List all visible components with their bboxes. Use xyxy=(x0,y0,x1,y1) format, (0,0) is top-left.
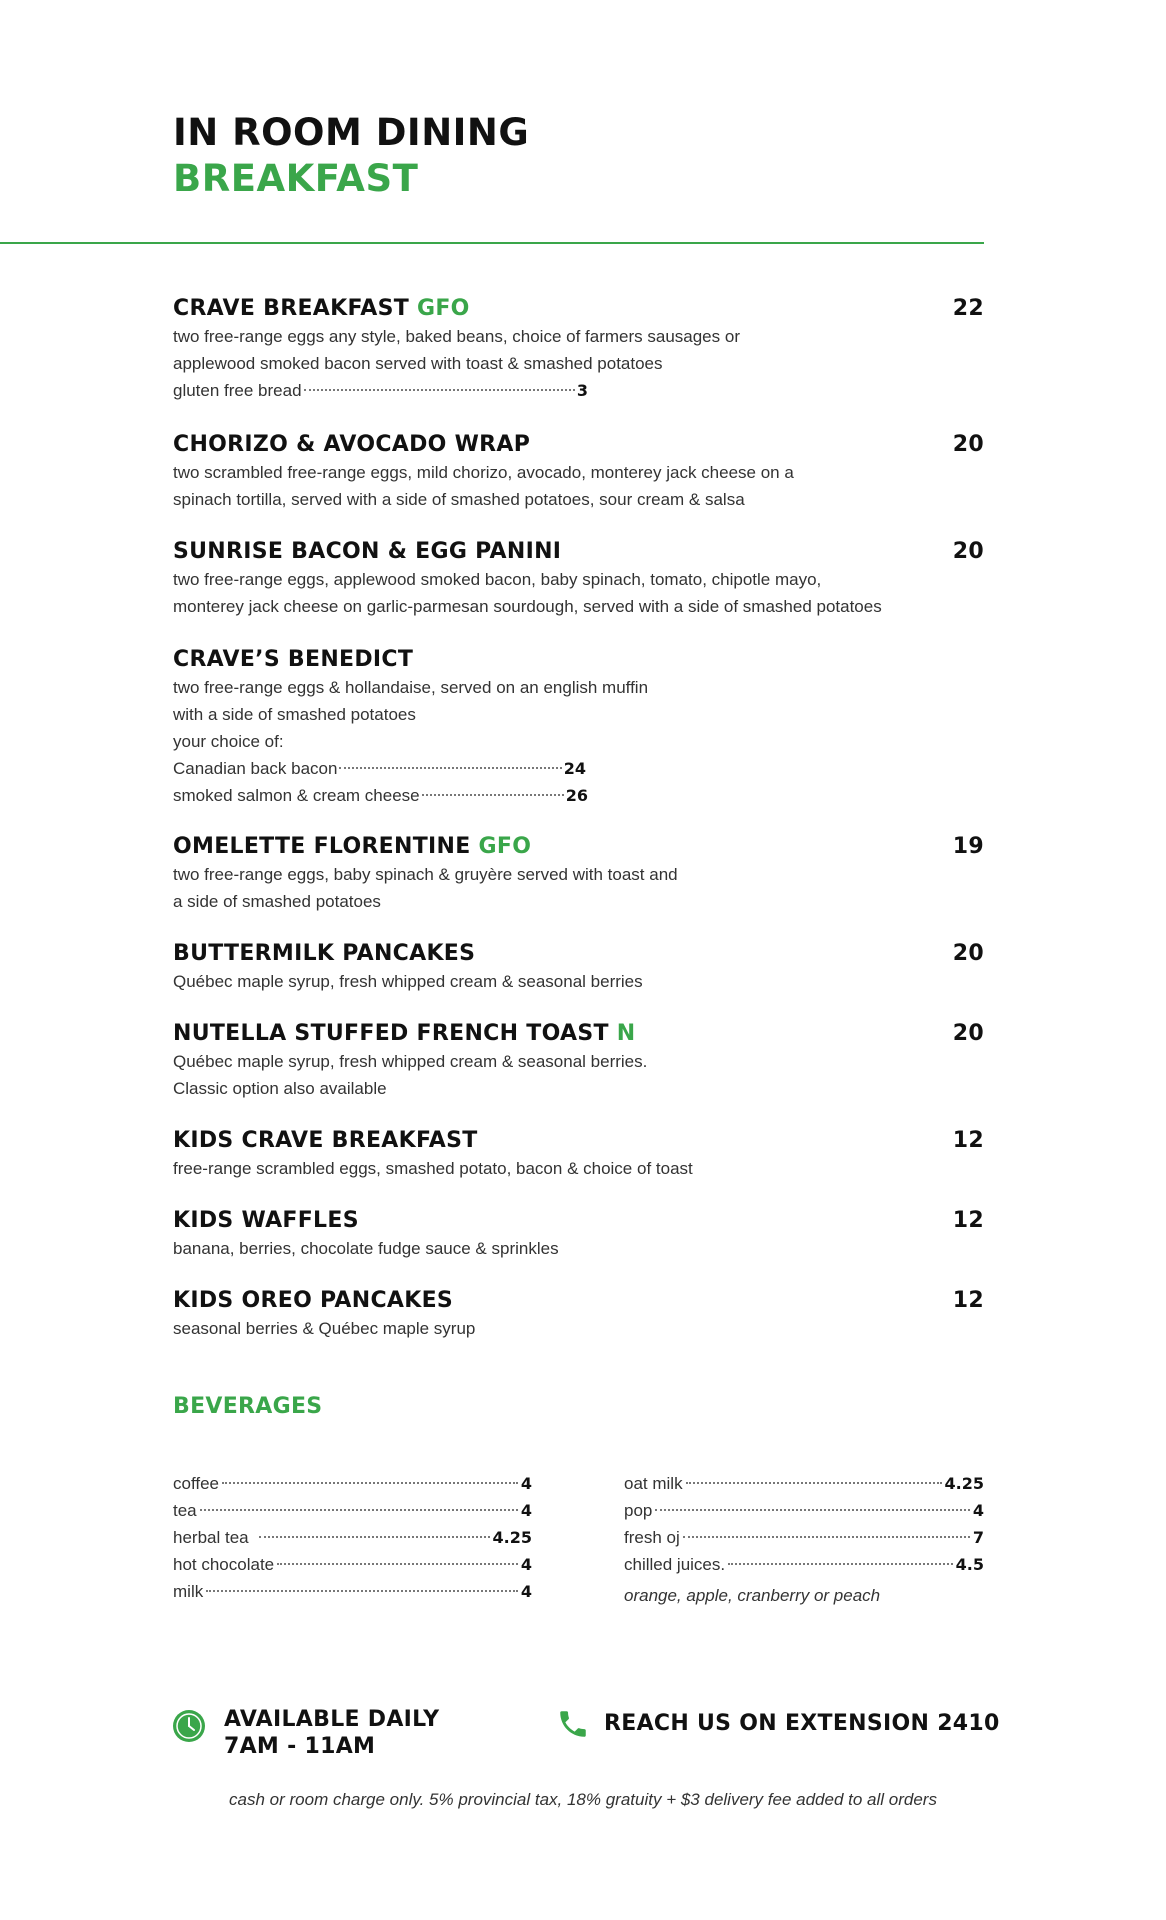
item-name: KIDS CRAVE BREAKFAST xyxy=(173,1128,478,1153)
item-description: your choice of: xyxy=(173,732,284,751)
menu-item xyxy=(173,1287,984,1342)
item-name: NUTELLA STUFFED FRENCH TOAST xyxy=(173,1021,609,1046)
addon-price: 24 xyxy=(563,759,586,778)
clock-icon xyxy=(173,1710,205,1742)
addon-price: 3 xyxy=(576,381,588,400)
item-price: 12 xyxy=(952,1128,984,1153)
addon-row xyxy=(173,755,586,782)
item-description: seasonal berries & Québec maple syrup xyxy=(173,1319,476,1338)
item-price: 20 xyxy=(952,432,984,457)
hours-line: AVAILABLE DAILY xyxy=(224,1707,440,1732)
item-name: CHORIZO & AVOCADO WRAP xyxy=(173,432,531,457)
beverage-label: hot chocolate xyxy=(173,1555,275,1574)
beverage-row xyxy=(173,1501,532,1528)
contact-extension: REACH US ON EXTENSION 2410 xyxy=(604,1711,1000,1736)
phone-icon xyxy=(556,1707,590,1741)
beverage-label: chilled juices. xyxy=(624,1555,726,1574)
beverage-row xyxy=(624,1501,984,1528)
item-description: a side of smashed potatoes xyxy=(173,892,381,911)
beverage-label: herbal tea xyxy=(173,1528,249,1547)
menu-item xyxy=(173,646,984,809)
addon-row xyxy=(173,377,588,404)
addon-row xyxy=(173,782,588,809)
beverages-right-column xyxy=(624,1474,984,1609)
beverage-label: oat milk xyxy=(624,1474,683,1493)
beverage-price: 4 xyxy=(520,1555,532,1574)
beverage-label: milk xyxy=(173,1582,204,1601)
item-price: 20 xyxy=(952,941,984,966)
beverage-price: 4 xyxy=(972,1501,984,1520)
item-description: two free-range eggs any style, baked beans, choice of farmers sausages or xyxy=(173,327,740,346)
item-description: two scrambled free-range eggs, mild chorizo, avocado, monterey jack cheese on a xyxy=(173,463,794,482)
item-description: Classic option also available xyxy=(173,1079,387,1098)
item-description: spinach tortilla, served with a side of smashed potatoes, sour cream & salsa xyxy=(173,490,745,509)
item-description: applewood smoked bacon served with toast & smashed potatoes xyxy=(173,354,663,373)
beverage-row xyxy=(624,1555,984,1582)
item-name: CRAVE BREAKFAST xyxy=(173,296,410,321)
hours-info xyxy=(224,1706,439,1760)
menu-subtitle: BREAKFAST xyxy=(173,157,419,200)
menu-item xyxy=(173,538,984,620)
item-name: SUNRISE BACON & EGG PANINI xyxy=(173,539,562,564)
beverage-price: 4 xyxy=(520,1582,532,1601)
beverage-price: 4.25 xyxy=(944,1474,984,1493)
menu-item xyxy=(173,940,984,995)
addon-label: Canadian back bacon xyxy=(173,759,338,778)
beverage-price: 4.25 xyxy=(492,1528,532,1547)
beverage-label: coffee xyxy=(173,1474,220,1493)
menu-item xyxy=(173,1020,984,1102)
juice-options-note: orange, apple, cranberry or peach xyxy=(624,1586,881,1605)
menu-item xyxy=(173,1207,984,1262)
beverage-price: 4 xyxy=(520,1501,532,1520)
fine-print: cash or room charge only. 5% provincial tax, 18% gratuity + $3 delivery fee added to all orders xyxy=(229,1790,937,1809)
item-description: free-range scrambled eggs, smashed potato, bacon & choice of toast xyxy=(173,1159,693,1178)
beverage-row xyxy=(624,1474,984,1501)
beverage-label: tea xyxy=(173,1501,197,1520)
beverage-price: 4 xyxy=(520,1474,532,1493)
item-description: monterey jack cheese on garlic-parmesan sourdough, served with a side of smashed potatoes xyxy=(173,597,882,616)
hours-time: 7AM - 11AM xyxy=(224,1734,376,1759)
item-description: Québec maple syrup, fresh whipped cream & seasonal berries. xyxy=(173,1052,648,1071)
beverages-heading: BEVERAGES xyxy=(173,1394,323,1419)
item-description: two free-range eggs, applewood smoked bacon, baby spinach, tomato, chipotle mayo, xyxy=(173,570,822,589)
item-name: BUTTERMILK PANCAKES xyxy=(173,941,476,966)
item-price: 12 xyxy=(952,1208,984,1233)
item-name: KIDS WAFFLES xyxy=(173,1208,359,1233)
beverage-row xyxy=(173,1474,532,1501)
item-price: 20 xyxy=(952,539,984,564)
menu-item xyxy=(173,295,984,404)
menu-item xyxy=(173,431,984,513)
menu-title: IN ROOM DINING xyxy=(173,111,530,154)
item-price: 19 xyxy=(952,834,984,859)
beverage-row xyxy=(173,1582,532,1609)
item-price: 20 xyxy=(952,1021,984,1046)
beverage-label: fresh oj xyxy=(624,1528,680,1547)
item-tag: N xyxy=(616,1021,636,1046)
item-description: Québec maple syrup, fresh whipped cream & seasonal berries xyxy=(173,972,643,991)
item-name: CRAVE’S BENEDICT xyxy=(173,647,414,672)
beverages-left-column xyxy=(173,1474,532,1609)
beverage-row xyxy=(173,1528,532,1555)
item-tag: GFO xyxy=(417,296,470,321)
header-divider xyxy=(0,242,984,244)
item-tag: GFO xyxy=(478,834,532,859)
menu-item xyxy=(173,1127,984,1182)
beverage-row xyxy=(624,1528,984,1555)
item-price: 22 xyxy=(952,296,984,321)
addon-label: smoked salmon & cream cheese xyxy=(173,786,420,805)
beverage-price: 4.5 xyxy=(955,1555,984,1574)
item-price: 12 xyxy=(952,1288,984,1313)
beverage-row xyxy=(173,1555,532,1582)
menu-item xyxy=(173,833,984,915)
addon-price: 26 xyxy=(565,786,588,805)
item-description: two free-range eggs & hollandaise, served on an english muffin xyxy=(173,678,649,697)
item-description: banana, berries, chocolate fudge sauce & sprinkles xyxy=(173,1239,559,1258)
item-name: OMELETTE FLORENTINE xyxy=(173,834,471,859)
item-description: two free-range eggs, baby spinach & gruyère served with toast and xyxy=(173,865,678,884)
beverage-price: 7 xyxy=(972,1528,984,1547)
beverage-label: pop xyxy=(624,1501,653,1520)
item-description: with a side of smashed potatoes xyxy=(173,705,416,724)
addon-label: gluten free bread xyxy=(173,381,302,400)
item-name: KIDS OREO PANCAKES xyxy=(173,1288,454,1313)
